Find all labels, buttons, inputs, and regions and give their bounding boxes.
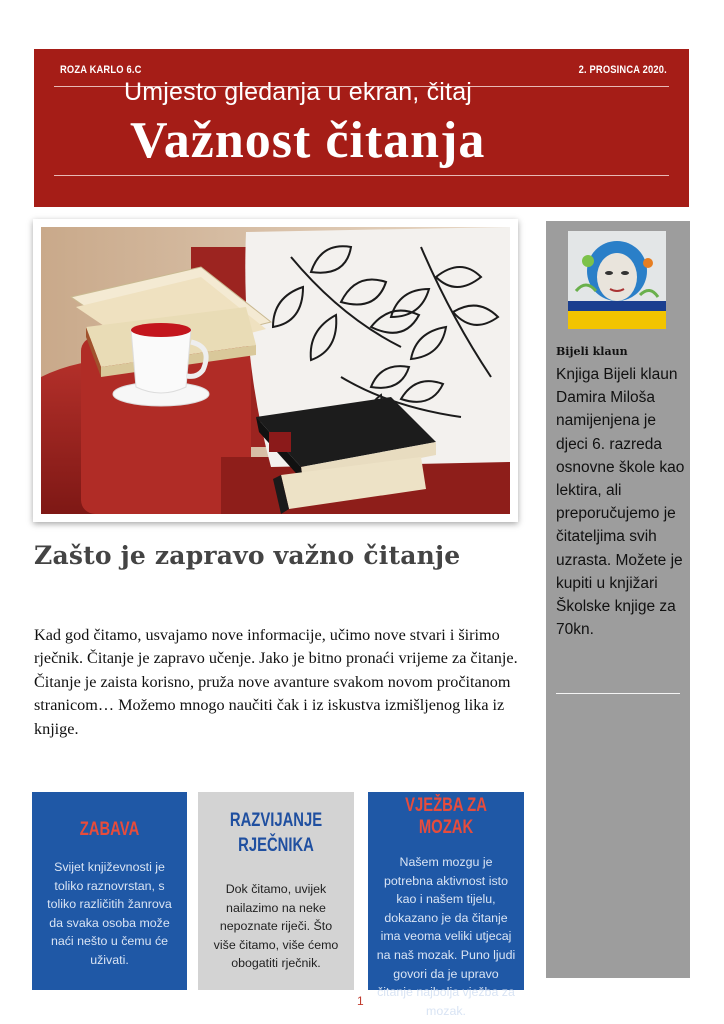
info-box-vocabulary bbox=[198, 792, 354, 990]
book-cover-avatar bbox=[568, 231, 666, 329]
article-body: Kad god čitamo, usvajamo nove informacije, učimo nove stvari i širimo rječnik. Čitanje je zapravo učenje. Jako je bitno pronaći vrijeme za čitanje. Čitanje je zaista korisno, pruža nove avanture svakom novom pročitanom stranicom… Možemo mnogo naučiti čak i iz iskustva izmišljenog lika iz knjige. bbox=[34, 626, 518, 738]
page-number: 1 bbox=[357, 994, 364, 1008]
info-box-text: Svijet književnosti je toliko raznovrstan, s toliko različitih žanrova da svaka osoba može naći nešto u čemu će uživati. bbox=[47, 860, 172, 967]
info-box-title: ZABAVA bbox=[79, 819, 140, 840]
masthead-divider-bottom bbox=[54, 175, 669, 176]
article-headline: Zašto je zapravo važno čitanje bbox=[34, 541, 461, 570]
masthead bbox=[34, 49, 689, 207]
info-box-title: RAZVIJANJE RJEČNIKA bbox=[229, 810, 323, 856]
sidebar-text: Knjiga Bijeli klaun Damira Miloša namijenjena je djeci 6. razreda osnovne škole kao lektira, ali preporučujemo je čitateljima svih uzrasta. Možete je kupiti u knjižari Školske knjige za 70kn. bbox=[556, 366, 685, 639]
info-box-text: Našem mozgu je potrebna aktivnost isto kao i našem tijelu, dokazano je da čitanje ima veoma veliki utjecaj na naš mozak. Puno ljudi govori da je upravo čitanje najbolja vježba za mozak. bbox=[376, 855, 516, 1018]
page-title: Važnost čitanja bbox=[130, 112, 486, 169]
sidebar-divider bbox=[556, 693, 680, 694]
masthead-kicker: Umjesto gledanja u ekran, čitaj bbox=[124, 78, 473, 106]
info-box-title: VJEŽBA ZA MOZAK bbox=[405, 795, 487, 838]
issue-date: 2. PROSINCA 2020. bbox=[578, 64, 667, 76]
author-name: ROZA KARLO 6.C bbox=[60, 64, 142, 76]
info-box-text: Dok čitamo, uvijek nailazimo na neke nepoznate riječi. Što više čitamo, više ćemo obogatiti rječnik. bbox=[213, 882, 339, 971]
info-box-fun bbox=[32, 792, 187, 990]
sidebar bbox=[546, 221, 690, 978]
books-teacup-image bbox=[41, 227, 510, 514]
sidebar-heading: Bijeli klaun bbox=[556, 345, 628, 358]
clown-face-image bbox=[568, 231, 666, 329]
info-box-brain-exercise bbox=[368, 792, 524, 1018]
main-photo bbox=[33, 219, 518, 522]
